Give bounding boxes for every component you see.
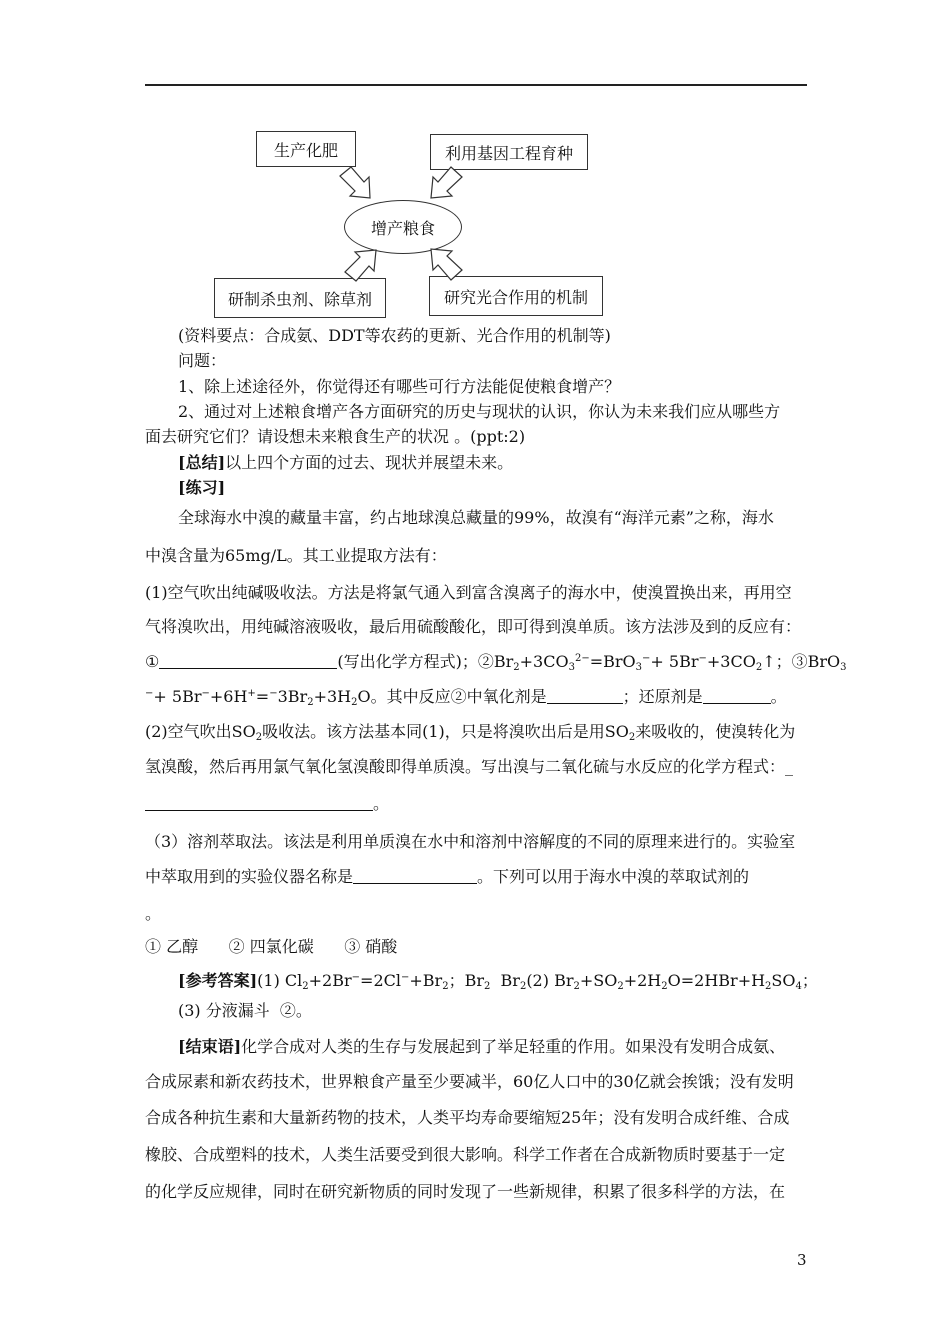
text-line: 全球海水中溴的藏量丰富，约占地球溴总藏量的99%，故溴有“海洋元素”之称，海水 — [178, 508, 774, 527]
text-line: 橡胶、合成塑料的技术，人类生活要受到很大影响。科学工作者在合成新物质时要基于一定 — [145, 1145, 786, 1164]
reference-answer-line: [参考答案](1) $Cl_2+2Br^-=2Cl^-+Br_2$；$Br_2$ $Br_2(2)$ $Br_2+SO_2+2H_2O=2HBr+H_2SO_4$； — [178, 971, 818, 992]
reference-answer-line-2: (3) 分液漏斗 ②。 — [178, 1001, 312, 1020]
text-line: 2、通过对上述粮食增产各方面研究的历史与现状的认识，你认为未来我们应从哪些方 — [178, 402, 781, 421]
page-number: 3 — [797, 1251, 807, 1269]
answer-line-bromine-so2: 。 — [145, 793, 389, 815]
text-line: 。 — [145, 904, 162, 923]
diagram-box-gene-engineering: 利用基因工程育种 — [430, 134, 588, 170]
text-line: 中溴含量为65mg/L。其工业提取方法有： — [145, 546, 447, 565]
equation-line-2: $^-+ 5Br^-+6H^+=^-3Br_2+3H_2O$。其中反应②中氧化剂是 ；还原剂是 。 — [145, 687, 787, 708]
arrow-bottom-left — [345, 250, 376, 281]
closing-line: [结束语]化学合成对人类的生存与发展起到了举足轻重的作用。如果没有发明合成氨、 — [178, 1037, 786, 1056]
diagram-box-fertilizer: 生产化肥 — [256, 131, 356, 167]
equation-line-1: ① (写出化学方程式)；$②Br_2+3CO_3^{2-}=BrO_3^-+$ $5Br^-+3CO_2↑$；③BrO$_3$ — [145, 652, 847, 673]
diagram-box-photosynthesis: 研究光合作用的机制 — [429, 276, 603, 316]
text-line: 合成各种抗生素和大量新药物的技术，人类平均寿命要缩短25年；没有发明合成纤维、合成 — [145, 1108, 790, 1127]
answer-blank-oxidant[interactable] — [547, 687, 623, 704]
options-line: ① 乙醇 ② 四氯化碳 ③ 硝酸 — [145, 937, 398, 956]
text-line: 问题： — [178, 351, 227, 370]
answer-blank-instrument[interactable] — [353, 867, 477, 884]
arrow-top-left — [340, 167, 370, 198]
text-line: 气将溴吹出，用纯碱溶液吸收，最后用硫酸酸化，即可得到溴单质。该方法涉及到的反应有： — [145, 617, 802, 636]
exercise-heading: [练习] — [178, 478, 226, 497]
text-line: 的化学反应规律，同时在研究新物质的同时发现了一些新规律，积累了很多科学的方法，在 — [145, 1182, 786, 1201]
text-line: 合成尿素和新农药技术，世界粮食产量至少要减半，60亿人口中的30亿就会挨饿；没有发明 — [145, 1072, 794, 1091]
text-line: (2)空气吹出$SO_2$吸收法。该方法基本同(1)，只是将溴吹出后是用$SO_2$来吸收的，使溴转化为 — [145, 722, 796, 743]
text-line: 1、除上述途径外，你觉得还有哪些可行方法能促使粮食增产？ — [178, 377, 621, 396]
text-line: (1)空气吹出纯碱吸收法。方法是将氯气通入到富含溴离子的海水中，使溴置换出来，再用空 — [145, 583, 792, 602]
text-line: (资料要点：合成氨、DDT等农药的更新、光合作用的机制等) — [178, 326, 611, 345]
text-line: 中萃取用到的实验仪器名称是 。下列可以用于海水中溴的萃取试剂的 — [145, 867, 750, 886]
diagram-box-pesticide: 研制杀虫剂、除草剂 — [214, 278, 386, 318]
arrow-bottom-right — [431, 249, 462, 280]
summary-label: [总结] — [178, 453, 226, 472]
text-line: （3）溶剂萃取法。该法是利用单质溴在水中和溶剂中溶解度的不同的原理来进行的。实验室 — [145, 832, 796, 851]
answer-blank-reductant[interactable] — [703, 687, 771, 704]
text-line: 氢溴酸，然后再用氯气氧化氢溴酸即得单质溴。写出溴与二氧化硫与水反应的化学方程式：_ — [145, 757, 794, 776]
diagram-center-ellipse: 增产粮食 — [344, 200, 462, 254]
arrow-top-right — [431, 167, 462, 198]
text-line: 面去研究它们？请设想未来粮食生产的状况 。(ppt:2) — [145, 427, 526, 446]
answer-blank-equation[interactable] — [159, 652, 337, 669]
summary-line: [总结]以上四个方面的过去、现状并展望未来。 — [178, 453, 514, 472]
answer-blank-bromine-equation[interactable] — [145, 794, 373, 811]
